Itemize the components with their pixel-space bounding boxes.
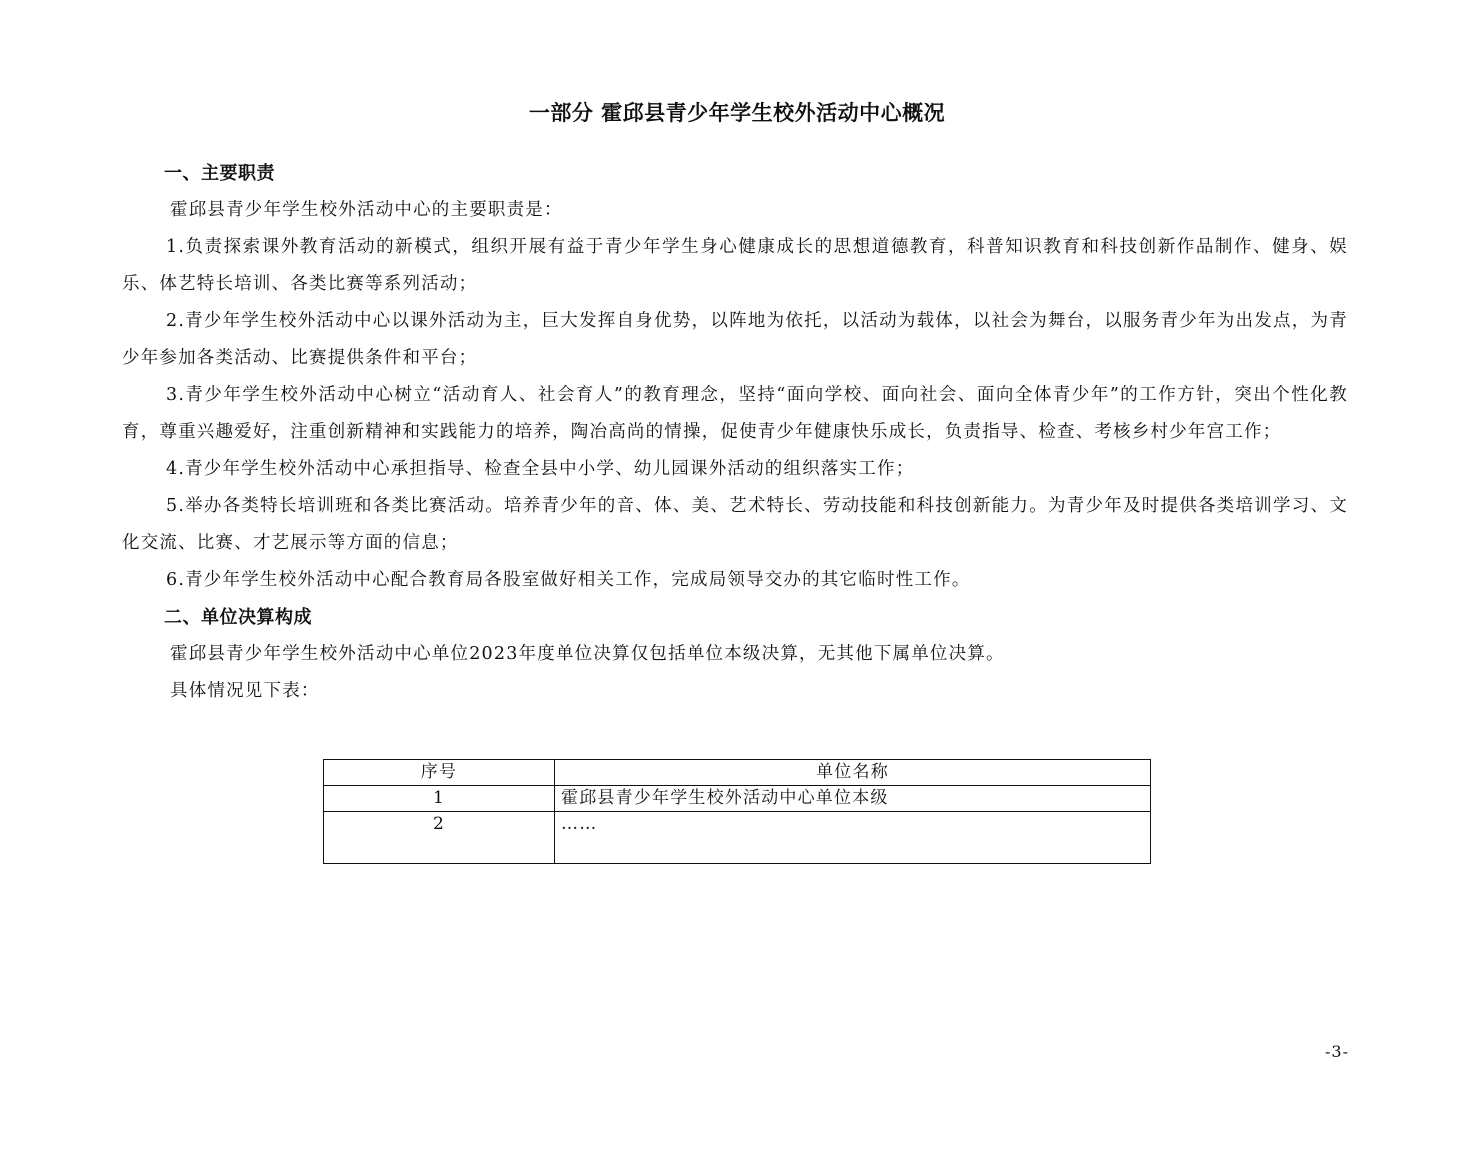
responsibility-item-1: 1.负责探索课外教育活动的新模式，组织开展有益于青少年学生身心健康成长的思想道德教育，科普知识教育和科技创新作品制作、健身、娱乐、体艺特长培训、各类比赛等系列活动； bbox=[122, 237, 1348, 294]
header-unit-name: 单位名称 bbox=[555, 760, 1151, 786]
page-number: -3- bbox=[1325, 1042, 1349, 1061]
unit-table-container bbox=[323, 759, 1151, 864]
header-serial-number: 序号 bbox=[324, 760, 555, 786]
responsibility-item-6: 6.青少年学生校外活动中心配合教育局各股室做好相关工作，完成局领导交办的其它临时性工作。 bbox=[166, 570, 971, 590]
section-heading-responsibilities: 一、主要职责 bbox=[164, 163, 275, 184]
responsibilities-intro: 霍邱县青少年学生校外活动中心的主要职责是： bbox=[170, 200, 563, 220]
table-row bbox=[324, 812, 1151, 864]
table-intro: 具体情况见下表： bbox=[170, 681, 320, 701]
responsibility-item-4: 4.青少年学生校外活动中心承担指导、检查全县中小学、幼儿园课外活动的组织落实工作； bbox=[166, 459, 915, 479]
cell-unit-name: …… bbox=[555, 812, 1151, 864]
cell-serial-number: 2 bbox=[324, 812, 555, 864]
table-row bbox=[324, 786, 1151, 812]
unit-table bbox=[323, 759, 1151, 864]
table-header-row bbox=[324, 760, 1151, 786]
budget-composition-text: 霍邱县青少年学生校外活动中心单位2023年度单位决算仅包括单位本级决算，无其他下属单位决算。 bbox=[170, 644, 1005, 664]
cell-serial-number: 1 bbox=[324, 786, 555, 812]
document-body bbox=[122, 155, 1348, 710]
page-title: 一部分 霍邱县青少年学生校外活动中心概况 bbox=[528, 101, 946, 125]
responsibility-item-2: 2.青少年学生校外活动中心以课外活动为主，巨大发挥自身优势，以阵地为依托，以活动为载体，以社会为舞台，以服务青少年为出发点，为青少年参加各类活动、比赛提供条件和平台； bbox=[122, 311, 1348, 368]
responsibility-item-3: 3.青少年学生校外活动中心树立“活动育人、社会育人”的教育理念，坚持“面向学校、面向社会、面向全体青少年”的工作方针，突出个性化教育，尊重兴趣爱好，注重创新精神和实践能力的培养，陶冶高尚的情操，促使青少年健康快乐成长，负责指导、检查、考核乡村少年宫工作； bbox=[122, 385, 1348, 442]
responsibility-item-5: 5.举办各类特长培训班和各类比赛活动。培养青少年的音、体、美、艺术特长、劳动技能和科技创新能力。为青少年及时提供各类培训学习、文化交流、比赛、才艺展示等方面的信息； bbox=[122, 496, 1348, 553]
section-heading-budget-composition: 二、单位决算构成 bbox=[164, 607, 312, 628]
cell-unit-name: 霍邱县青少年学生校外活动中心单位本级 bbox=[555, 786, 1151, 812]
